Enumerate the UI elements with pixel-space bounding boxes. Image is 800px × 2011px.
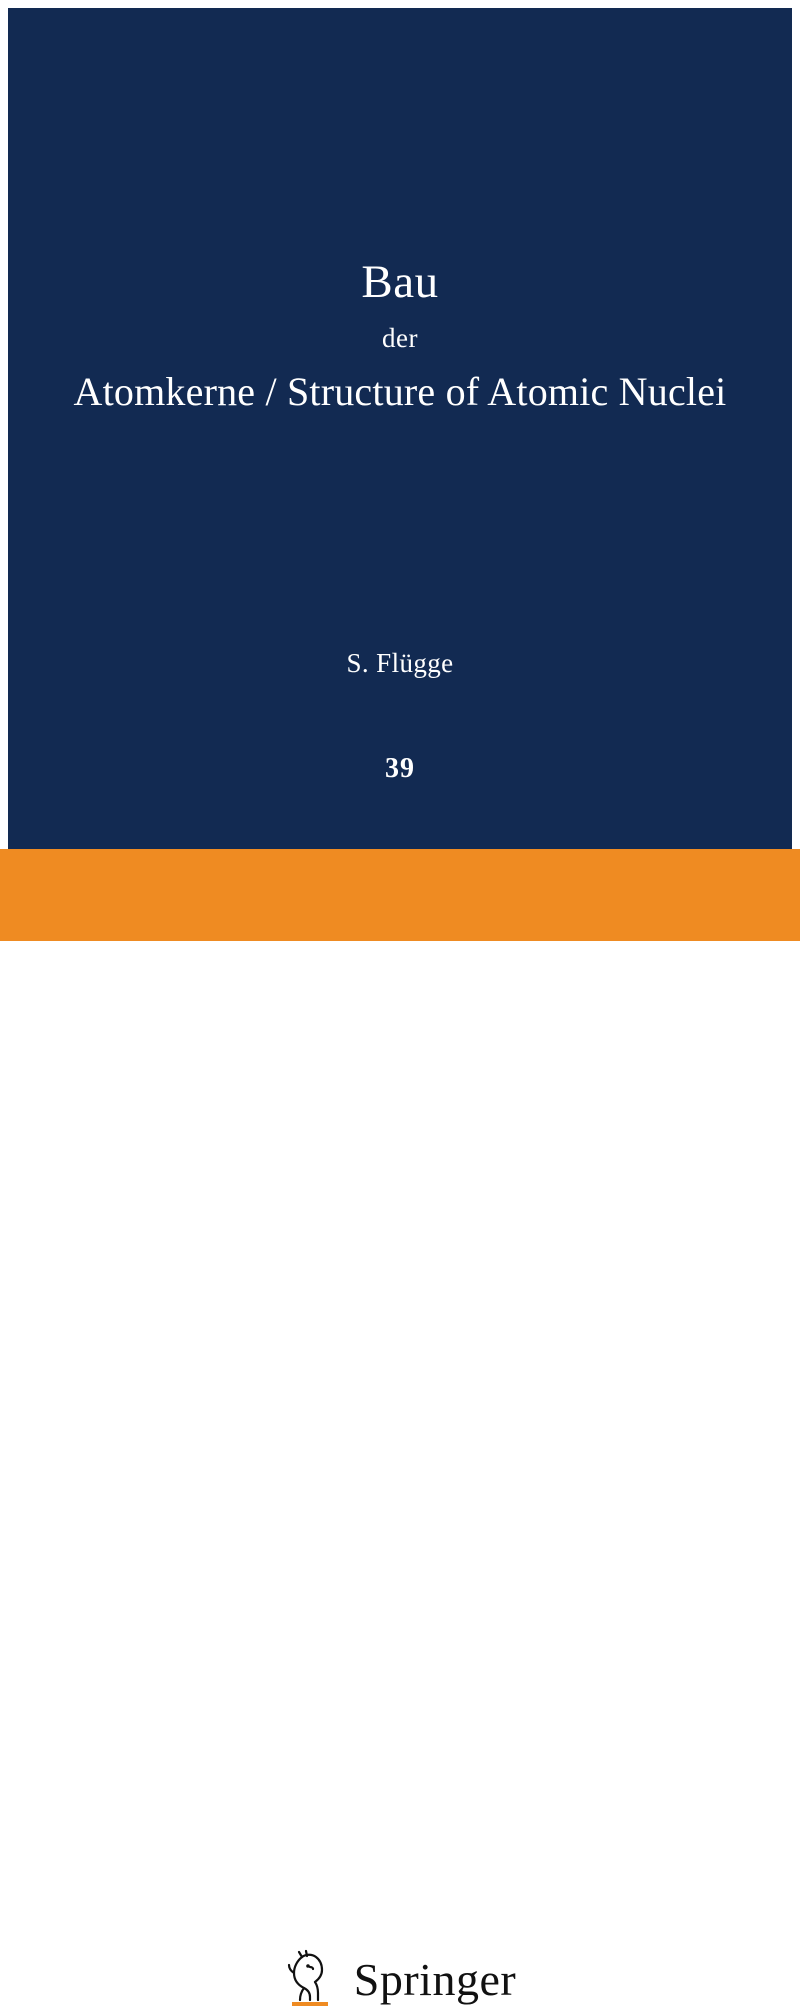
- volume-number: 39: [385, 753, 415, 784]
- book-subtitle: Atomkerne / Structure of Atomic Nuclei: [73, 369, 727, 415]
- book-author: S. Flügge: [346, 648, 454, 678]
- book-title-main: Bau: [361, 256, 439, 308]
- cover-dark-panel: [8, 8, 792, 849]
- publisher-block: [0, 1949, 800, 2011]
- cover-footer-area: [0, 941, 800, 2005]
- title-block: [8, 258, 792, 415]
- springer-horse-icon: [284, 1949, 340, 2011]
- springer-wordmark: Springer: [353, 1954, 517, 2005]
- book-title-connector: der: [382, 323, 418, 354]
- orange-band: [0, 849, 800, 941]
